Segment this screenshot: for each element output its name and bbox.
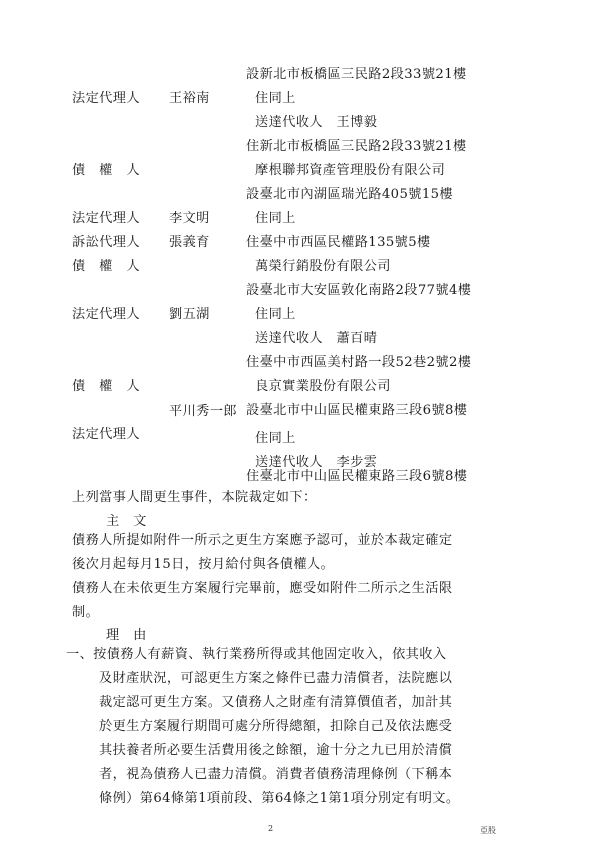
party-detail: 住同上	[255, 211, 296, 226]
party-role: 訴訟代理人	[72, 235, 140, 250]
party-role: 法定代理人	[72, 91, 140, 106]
party-detail: 送達代收人 李步雲	[255, 455, 378, 470]
party-detail: 住同上	[255, 307, 296, 322]
page-number: 2	[268, 824, 274, 833]
party-role: 債 權 人	[72, 379, 140, 394]
party-detail: 送達代收人 王博毅	[255, 115, 378, 130]
reason-line: 及財產狀況，可認更生方案之條件已盡力清償者，法院應以	[99, 671, 453, 686]
party-detail: 住臺北市中山區民權東路三段6號8樓	[246, 469, 468, 484]
footer-mark: 亞股	[480, 826, 496, 835]
main-ruling-line: 債務人在未依更生方案履行完畢前，應受如附件二所示之生活限	[72, 581, 453, 596]
party-detail: 摩根聯邦資產管理股份有限公司	[255, 163, 446, 178]
party-detail: 設臺北市大安區敦化南路2段77號4樓	[246, 283, 472, 298]
main-ruling-line: 債務人所提如附件一所示之更生方案應予認可，並於本裁定確定	[72, 533, 453, 548]
party-role: 法定代理人	[72, 211, 140, 226]
party-detail: 住同上	[255, 431, 296, 446]
party-detail: 送達代收人 蕭百晴	[255, 331, 378, 346]
party-name: 劉五湖	[169, 307, 210, 322]
main-ruling-line: 後次月起每月15日，按月給付與各債權人。	[72, 557, 335, 572]
main-heading: 主 文	[106, 514, 147, 529]
reason-heading: 理 由	[106, 628, 147, 643]
party-name: 李文明	[169, 211, 210, 226]
party-detail: 設臺北市中山區民權東路三段6號8樓	[246, 403, 468, 418]
reason-line: 者，視為債務人已盡力清償。消費者債務清理條例（下稱本	[99, 767, 453, 782]
party-role: 債 權 人	[72, 163, 140, 178]
party-role: 法定代理人	[72, 427, 140, 442]
main-ruling-line: 制。	[72, 605, 100, 620]
party-detail: 設臺北市內湖區瑞光路405號15樓	[246, 187, 454, 202]
party-detail: 住同上	[255, 91, 296, 106]
party-detail: 設新北市板橋區三民路2段33號21樓	[246, 67, 467, 82]
party-name: 張義育	[169, 235, 210, 250]
reason-line: 一、按債務人有薪資、執行業務所得或其他固定收入，依其收入	[66, 647, 447, 662]
reason-line: 其扶養者所必要生活費用後之餘額，逾十分之九已用於清償	[99, 743, 453, 758]
party-detail: 住新北市板橋區三民路2段33號21樓	[246, 139, 467, 154]
party-name: 王裕南	[169, 91, 210, 106]
reason-line: 條例）第64條第1項前段、第64條之1第1項分別定有明文。	[99, 791, 460, 806]
party-detail: 住臺中市西區民權路135號5樓	[246, 235, 431, 250]
intro-line: 上列當事人間更生事件，本院裁定如下：	[72, 490, 317, 505]
party-detail: 萬榮行銷股份有限公司	[255, 259, 391, 274]
party-role: 債 權 人	[72, 259, 140, 274]
reason-line: 裁定認可更生方案。又債務人之財產有清算價值者，加計其	[99, 695, 453, 710]
party-detail: 良京實業股份有限公司	[255, 379, 391, 394]
reason-line: 於更生方案履行期間可處分所得總額，扣除自己及依法應受	[99, 719, 453, 734]
party-detail: 住臺中市西區美村路一段52巷2號2樓	[246, 355, 472, 370]
party-name: 平川秀一郎	[169, 404, 237, 419]
party-role: 法定代理人	[72, 307, 140, 322]
